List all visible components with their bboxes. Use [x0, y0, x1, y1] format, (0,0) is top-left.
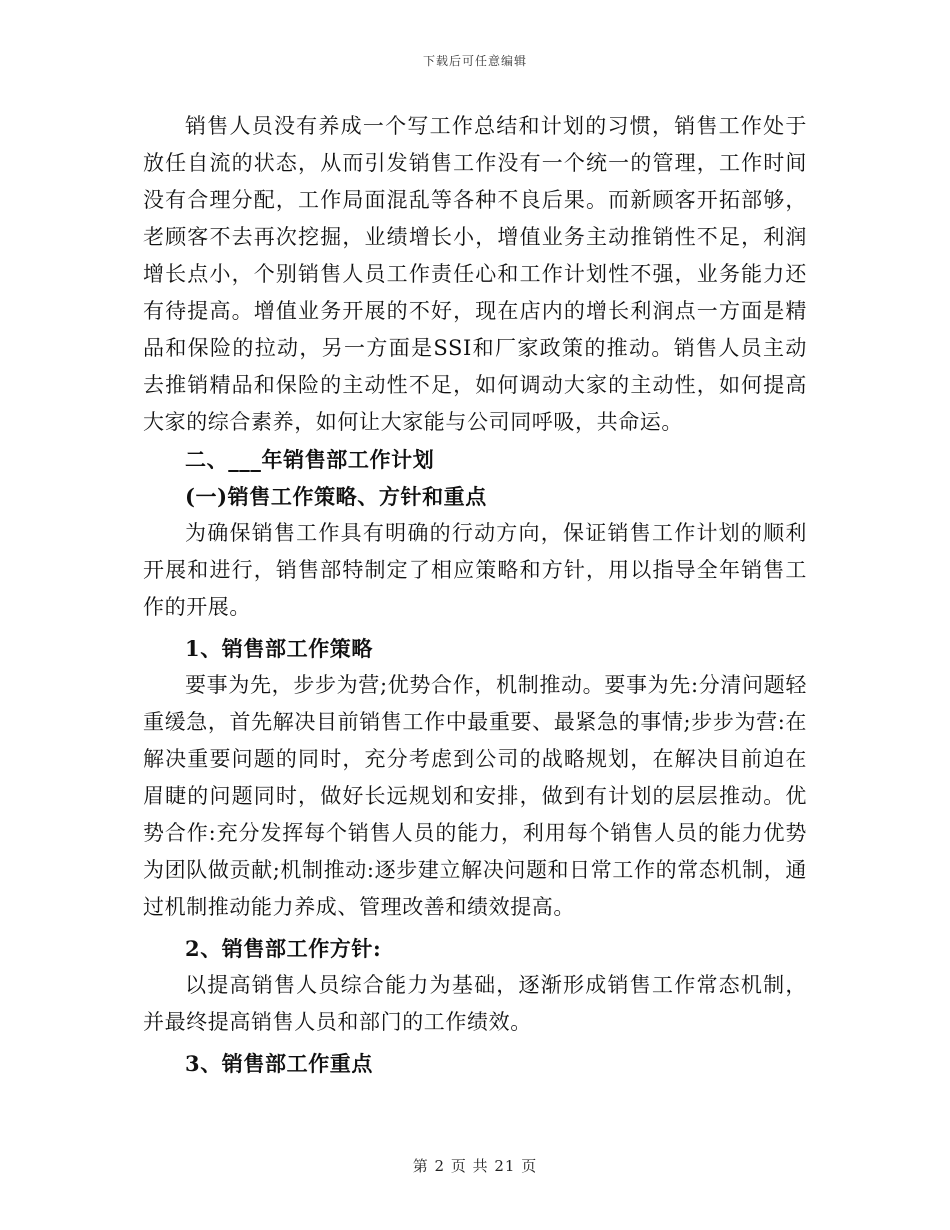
item-heading-strategy: 1、销售部工作策略: [185, 636, 374, 661]
item-heading-focus: 3、销售部工作重点: [185, 1051, 374, 1076]
header-note: 下载后可任意编辑: [422, 54, 527, 68]
section-heading-plan: 二、___年销售部工作计划: [185, 447, 435, 472]
paragraph-policy: 以提高销售人员综合能力为基础，逐渐形成销售工作常态机制，并最终提高销售人员和部门的工作绩效。: [143, 973, 807, 1034]
document-body: [143, 108, 807, 1082]
item-heading-policy: 2、销售部工作方针:: [185, 936, 382, 961]
subsection-heading-strategy: (一)销售工作策略、方针和重点: [185, 484, 487, 509]
page-number: 第 2 页 共 21 页: [412, 1157, 538, 1175]
paragraph-strategy: 要事为先，步步为营;优势合作，机制推动。要事为先:分清问题轻重缓急，首先解决目前销售工作中最重要、最紧急的事情;步步为营:在解决重要问题的同时，充分考虑到公司的战略规划，在解决目前迫在眉睫的问题同时，做好长远规划和安排，做到有计划的层层推动。优势合作:充分发挥每个销售人员的能力，利用每个销售人员的能力优势为团队做贡献;机制推动:逐步建立解决问题和日常工作的常态机制，通过机制推动能力养成、管理改善和绩效提高。: [143, 673, 807, 919]
paragraph-situation: 销售人员没有养成一个写工作总结和计划的习惯，销售工作处于放任自流的状态，从而引发销售工作没有一个统一的管理，工作时间没有合理分配，工作局面混乱等各种不良后果。而新顾客开拓部够，老顾客不去再次挖掘，业绩增长小，增值业务主动推销性不足，利润增长点小，个别销售人员工作责任心和工作计划性不强，业务能力还有待提高。增值业务开展的不好，现在店内的增长利润点一方面是精品和保险的拉动，另一方面是SSI和厂家政策的推动。销售人员主动去推销精品和保险的主动性不足，如何调动大家的主动性，如何提高大家的综合素养，如何让大家能与公司同呼吸，共命运。: [143, 114, 807, 434]
paragraph-intro: 为确保销售工作具有明确的行动方向，保证销售工作计划的顺利开展和进行，销售部特制定了相应策略和方针，用以指导全年销售工作的开展。: [143, 521, 807, 619]
